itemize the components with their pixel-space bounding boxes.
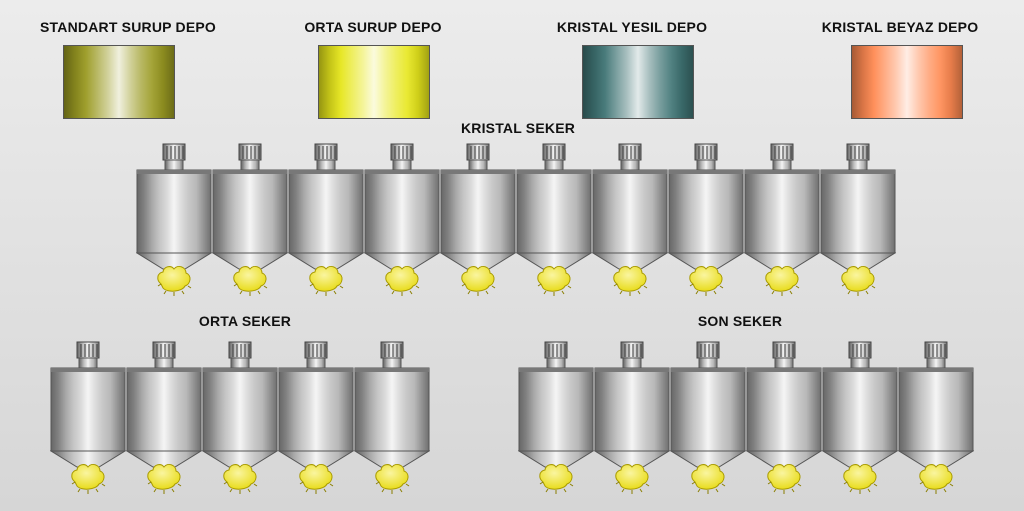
silo-cone: [127, 451, 201, 467]
sugar-pile: [692, 464, 725, 494]
sugar-pile: [234, 266, 267, 296]
sugar-pile: [310, 266, 343, 296]
silo-valve: [697, 342, 719, 358]
kristal-seker-silo-4[interactable]: [364, 142, 440, 300]
kristal-seker-silo-3[interactable]: [288, 142, 364, 300]
silo-valve: [305, 342, 327, 358]
kristal-seker-silo-7[interactable]: [592, 142, 668, 300]
kristal-seker-label: KRISTAL SEKER: [460, 120, 576, 136]
silo-valve: [545, 342, 567, 358]
sugar-pile: [540, 464, 573, 494]
sugar-pile: [920, 464, 953, 494]
silo-body: [355, 368, 429, 451]
silo-valve: [391, 144, 413, 160]
silo-cone: [519, 451, 593, 467]
sugar-pile: [766, 266, 799, 296]
orta-seker-silo-4[interactable]: [278, 340, 354, 498]
silo-cone: [137, 253, 211, 269]
silo-cone: [279, 451, 353, 467]
sugar-pile: [538, 266, 571, 296]
orta-surup-depo-tank[interactable]: [318, 45, 430, 119]
silo-cone: [671, 451, 745, 467]
silo-body: [669, 170, 743, 253]
silo-cone: [595, 451, 669, 467]
silo-body: [51, 368, 125, 451]
silo-cone: [899, 451, 973, 467]
silo-body: [279, 368, 353, 451]
silo-body: [517, 170, 591, 253]
silo-valve: [925, 342, 947, 358]
kristal-beyaz-depo-tank[interactable]: [851, 45, 963, 119]
orta-seker-silo-2[interactable]: [126, 340, 202, 498]
silo-valve: [153, 342, 175, 358]
silo-cone: [821, 253, 895, 269]
silo-valve: [543, 144, 565, 160]
silo-valve: [619, 144, 641, 160]
son-seker-silo-1[interactable]: [518, 340, 594, 498]
orta-seker-silo-5[interactable]: [354, 340, 430, 498]
silo-body: [671, 368, 745, 451]
sugar-pile: [842, 266, 875, 296]
silo-cone: [747, 451, 821, 467]
sugar-pile: [614, 266, 647, 296]
silo-body: [593, 170, 667, 253]
sugar-pile: [376, 464, 409, 494]
sugar-pile: [690, 266, 723, 296]
son-seker-silo-6[interactable]: [898, 340, 974, 498]
son-seker-label: SON SEKER: [697, 313, 783, 329]
silo-body: [595, 368, 669, 451]
silo-cone: [203, 451, 277, 467]
sugar-pile: [72, 464, 105, 494]
silo-valve: [695, 144, 717, 160]
sugar-pile: [158, 266, 191, 296]
sugar-pile: [224, 464, 257, 494]
silo-body: [519, 368, 593, 451]
silo-valve: [771, 144, 793, 160]
silo-cone: [441, 253, 515, 269]
silo-valve: [315, 144, 337, 160]
silo-body: [213, 170, 287, 253]
kristal-seker-silo-9[interactable]: [744, 142, 820, 300]
silo-valve: [77, 342, 99, 358]
silo-cone: [593, 253, 667, 269]
silo-valve: [467, 144, 489, 160]
silo-body: [127, 368, 201, 451]
silo-cone: [823, 451, 897, 467]
sugar-pile: [844, 464, 877, 494]
sugar-pile: [148, 464, 181, 494]
silo-body: [823, 368, 897, 451]
silo-cone: [213, 253, 287, 269]
silo-valve: [239, 144, 261, 160]
kristal-seker-silo-8[interactable]: [668, 142, 744, 300]
silo-cone: [669, 253, 743, 269]
silo-valve: [849, 342, 871, 358]
silo-body: [365, 170, 439, 253]
sugar-pile: [300, 464, 333, 494]
sugar-pile: [462, 266, 495, 296]
orta-seker-label: ORTA SEKER: [198, 313, 292, 329]
silo-valve: [621, 342, 643, 358]
silo-valve: [773, 342, 795, 358]
kristal-seker-silo-2[interactable]: [212, 142, 288, 300]
sugar-pile: [386, 266, 419, 296]
kristal-seker-silo-10[interactable]: [820, 142, 896, 300]
orta-seker-silo-1[interactable]: [50, 340, 126, 498]
silo-body: [821, 170, 895, 253]
silo-body: [747, 368, 821, 451]
silo-cone: [51, 451, 125, 467]
son-seker-silo-5[interactable]: [822, 340, 898, 498]
standart-surup-depo-tank[interactable]: [63, 45, 175, 119]
tank-label-standart-surup: STANDART SURUP DEPO: [40, 19, 216, 35]
kristal-seker-silo-5[interactable]: [440, 142, 516, 300]
silo-cone: [517, 253, 591, 269]
silo-body: [745, 170, 819, 253]
kristal-seker-silo-6[interactable]: [516, 142, 592, 300]
silo-cone: [745, 253, 819, 269]
tank-label-orta-surup: ORTA SURUP DEPO: [304, 19, 442, 35]
son-seker-silo-2[interactable]: [594, 340, 670, 498]
silo-body: [441, 170, 515, 253]
kristal-seker-silo-1[interactable]: [136, 142, 212, 300]
silo-valve: [163, 144, 185, 160]
silo-body: [203, 368, 277, 451]
silo-valve: [847, 144, 869, 160]
silo-cone: [355, 451, 429, 467]
kristal-yesil-depo-tank[interactable]: [582, 45, 694, 119]
orta-seker-silo-3[interactable]: [202, 340, 278, 498]
tank-label-kristal-beyaz: KRISTAL BEYAZ DEPO: [821, 19, 979, 35]
silo-cone: [365, 253, 439, 269]
son-seker-silo-4[interactable]: [746, 340, 822, 498]
silo-valve: [381, 342, 403, 358]
sugar-pile: [616, 464, 649, 494]
silo-body: [137, 170, 211, 253]
silo-body: [289, 170, 363, 253]
tank-label-kristal-yesil: KRISTAL YESIL DEPO: [556, 19, 708, 35]
silo-cone: [289, 253, 363, 269]
sugar-pile: [768, 464, 801, 494]
silo-body: [899, 368, 973, 451]
son-seker-silo-3[interactable]: [670, 340, 746, 498]
silo-valve: [229, 342, 251, 358]
